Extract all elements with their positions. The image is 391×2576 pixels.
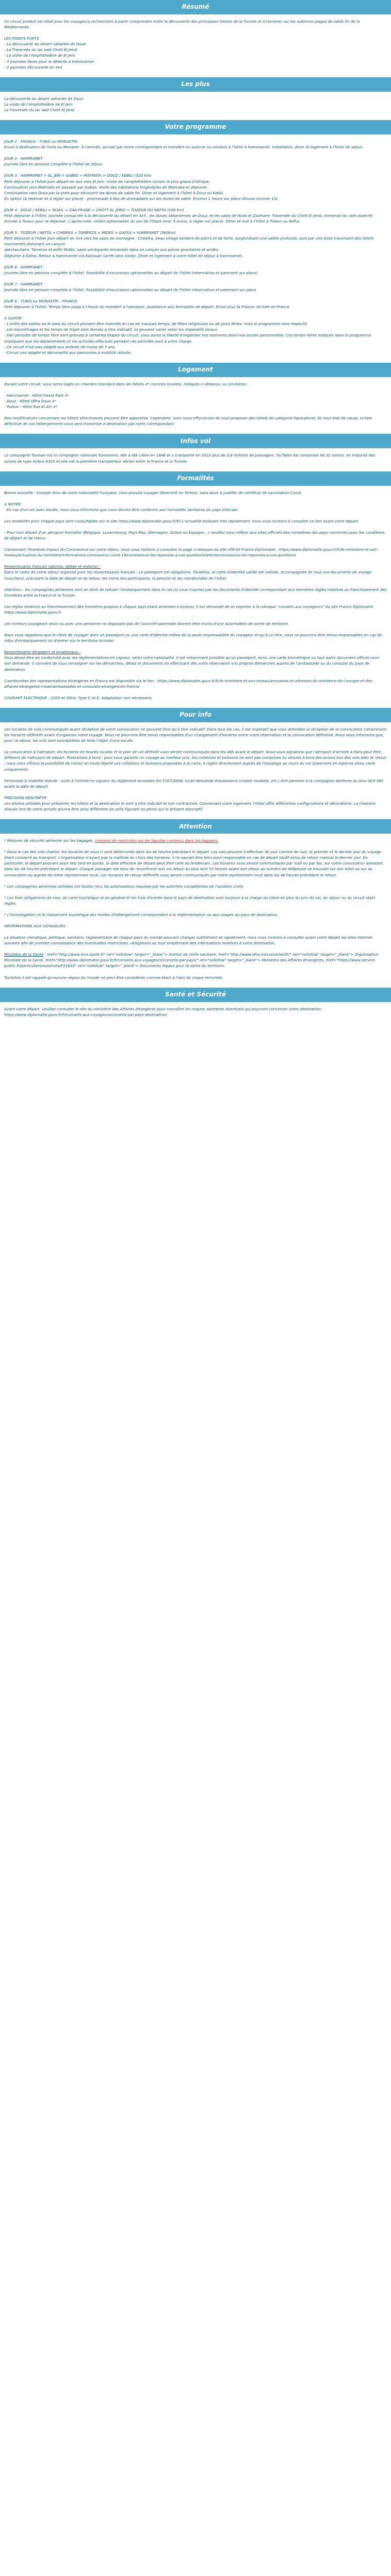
- section-header-plus: [0, 77, 391, 92]
- section-header-sante: [0, 988, 391, 1002]
- section-header-logement: [0, 363, 391, 377]
- pour-info-p2: La convocation à l'aéroport, les horaires en heures locales et le plan de vol définitif vous seront communiqués dans les 48h avant le départ. Nous vous signalons que l'aéroport d'arrivée à Paris peut être différent de l'aéroport de départ. Prestations à bord : pour vous garantir un voyage au meilleur prix, les collations et boissons ne sont pas comprises ou servies à bord des avions lors des vols aller et retour ; nous vous offrons la possibilité de choisir en toute liberté vos collations et boissons proposées à la carte, à régler directement auprès de l'équipage au cours du vol (paiement en espèces et/ou carte uniquement).: [4, 750, 386, 772]
- day-1: [4, 139, 387, 150]
- note-title: A SAVOIR: [4, 316, 22, 321]
- attention-p5: * L'homologation et le classement touristique des modes d'hébergement correspondent à la réglementation ou aux usages du pays de destination.: [4, 912, 279, 917]
- attention-p8: [4, 952, 387, 969]
- note-text: - En cas d'un vol avec escale, nous vous informons que vous devrez être conforme aux formalités sanitaires du pays d'escale.: [4, 507, 239, 512]
- day-title: JOUR 4 : DOUZ / KEBILI > NOAIL > ZAA-FRANE > CHOTT EL JERID > TOZEUR OU NEFTA (150 km): [4, 207, 184, 212]
- logement-outro: Des modifications concernant les hôtels sélectionnés peuvent être apportées. Cependant, nous nous efforcerons de vous proposer des hôtels de catégorie équivalente. En tout état de cause, la liste définitive de vos hébergements vous sera transmise à destination par notre correspondant.: [4, 416, 372, 427]
- liquides-restriction-link[interactable]: mesures de restriction sur les liquides contenus dans les bagages.: [94, 838, 219, 843]
- section-body: [0, 134, 391, 363]
- section-title: Votre programme: [165, 123, 226, 131]
- resume-intro: Ce circuit produit est idéal pour les voyageurs recherchent à partir comprendre entre la découverte des principaux trésors de la Tunisie et à terminer sur les sublimes plages de sable fin de la Méditerranée.: [4, 19, 360, 30]
- formalites-p10: Nous vous rappelons que le choix de voyager avec un passeport ou une carte d'identité relève de la seule responsabilité du voyageur et qu'à ce titre, nous ne pourrons être tenus responsables en cas de refus d'embarquement ou d'entrer sur le territoire tunisien.: [4, 633, 382, 643]
- points-forts: [4, 36, 387, 70]
- section-resume: [0, 0, 391, 77]
- section-pour-info: [0, 708, 391, 819]
- formalites-p7: Attention : les compagnies aériennes sont en droit de refuser l'embarquement dans le cas où vous n'auriez pas les documents d'identité correspondant aux dernières règles relatives au franchissement des frontières entre la France et la Tunisie.: [4, 587, 387, 598]
- formalites-p12: Coordonnées des représentations étrangères en France est disponible via le lien : https://www.diplomatie.gouv.fr/fr/le-ministere-et-son-reseau/annuaires-et-adresses-du-ministere-de-l-europe-et-des-affaires-etrangeres-meae/ambassades-et-consulats-etrangers-en-france/: [4, 678, 373, 689]
- section-title: Logement: [178, 366, 213, 374]
- point-item: - La Traversée du lac salé Chott El Jerid: [4, 47, 77, 53]
- day-text: Continuation vers Douz par la piste pour découvrir les dunes de sable fin. Dîner et logement à l'hôtel à Douz ou Kebili.: [4, 190, 224, 195]
- note-item: - Ce circuit n'est pas adapté aux enfants de moins de 7 ans.: [4, 344, 116, 349]
- pour-info-p3: Personnes à mobilité réduite : suite à l'entrée en vigueur du règlement européen EU 1107/2006, toute demande d'assistance (chaise roulante, etc.) doit parvenir à la compagnie aérienne au plus tard 48h avant la date de départ.: [4, 778, 384, 789]
- formalites-p1: Bonne nouvelle : Compte tenu de votre nationalité française, vous pouvez voyager librement en Tunisie, sans avoir à justifier de certificat de vaccination Covid.: [4, 490, 302, 495]
- section-body: [0, 448, 391, 471]
- a-savoir: [4, 315, 387, 355]
- section-logement: [0, 363, 391, 434]
- section-header-programme: [0, 120, 391, 134]
- section-body: [0, 92, 391, 120]
- day-text: spectaculaire. Tamerza et enfin Mides, oasis verdoyante encaissée dans un canyon aux parois gravitaires et arides.: [4, 247, 219, 252]
- section-body: [0, 834, 391, 988]
- formalites-p5: Concernant l'éventuel impact du Coronavirus sur votre séjour, nous vous invitons à consulter la page ci-dessous du site officiel France Diplomatie : https://www.diplomatie.gouv.fr/fr/le-ministere-et-son-reseau/actualites-du-ministere/informations-coronavirus-covid-19/coronavirus-les-reponses-a-vos-questions/article/coronavirus-les-reponses-a-vos-questions: [4, 547, 378, 558]
- day-title: JOUR 3 : HAMMAMET > EL JEM > GABES > MATMATA > DOUZ / KEBILI (520 km): [4, 173, 152, 178]
- section-title: Formalités: [177, 474, 214, 482]
- section-title: Attention: [179, 822, 212, 830]
- pour-info-precision: [4, 795, 387, 812]
- section-sante-securite: [0, 988, 391, 1025]
- note-item: - Des périodes de temps libre sont prévues à certaines étapes du circuit, vous aurez la liberté d'organiser vos moments selon vos envies personnelles. Ces temps libres indiqués dans le programme impliquent que les déplacements et les activités effectués pendant ces périodes sont à votre charge.: [4, 333, 371, 344]
- note-title: A NOTER: [4, 501, 21, 506]
- section-attention: [0, 819, 391, 988]
- section-title: Résumé: [182, 3, 209, 11]
- day-title: JOUR 5 : TOZEUR / NEFTA > CHEBIKA > TAMERZA > MIDES > GAFSA > HAMMAMET (560km): [4, 230, 176, 235]
- hotel-list: [4, 393, 387, 410]
- hotel-item: - Hammamet : Hôtel Fiesta Park 4*: [4, 393, 69, 398]
- section-title: Les plus: [181, 80, 210, 88]
- day-5: [4, 230, 387, 258]
- section-title: Santé et Sécurité: [165, 991, 226, 998]
- section-body: [0, 722, 391, 819]
- section-header-pour-info: [0, 708, 391, 722]
- day-text: En option (à réserver et à régler sur place) : promenade à dos de dromadaire sur les dunes de sable. Environ 1 heure sur place (Douze environ 1h).: [4, 196, 279, 201]
- section-body: [0, 14, 391, 77]
- section-infos-vol: [0, 434, 391, 471]
- point-item: - 2 journées découverte en 4x4: [4, 64, 62, 70]
- section-body: [0, 1002, 391, 1025]
- day-text: Petit déjeuner à l'hôtel. Temps libre jusqu'à l'heure du transfert à l'aéroport. Assistance aux formalités de départ. Envol pour la France. Arrivée en France.: [4, 304, 291, 310]
- day-text: Petit déjeuner à l'hôtel puis départ en 4x4 vers les oasis de montagne : Chebika, beau village berbère de pierre et de terre, surplombant une vallée profonde, puis par une piste traversant des reliefs tourmentés dominant un canyon: [4, 236, 374, 247]
- formalites-p4: - Pour tout départ d'un aéroport frontalier (Belgique, Luxembourg, Pays-Bas, Allemagne, Suisse ou Espagne...) veuillez vous référer aux sites officiels des ministères des pays concernés pour les conditions de départ et de retour.: [4, 530, 385, 541]
- day-text: Envol à destination de Tunis ou Monastir. À l'arrivée, accueil par notre correspondant et transfert en autocar ou minibus à l'hôtel à Hammamet. Installation, dîner et logement à l'hôtel de séjour.: [4, 145, 364, 150]
- point-item: - La découverte du désert saharien de Douz: [4, 42, 86, 47]
- attention-p3: * Les compagnies aériennes utilisées ont toutes reçu les autorisations requises par les autorités compétentes de l'aviation civile.: [4, 884, 245, 889]
- ministere-sante-link[interactable]: Ministère de la Santé: [4, 952, 44, 957]
- subheading: PRÉCISION DESCRIPTIF: [4, 795, 47, 800]
- section-header-resume: [0, 0, 391, 14]
- attention-p1: [4, 838, 387, 843]
- paragraph: Dans le cadre de votre séjour organisé pour les ressortissants français : Le passeport est obligatoire. Toutefois, la carte d'identité valide est tolérée, accompagnée de tous vos documents de voyage (vouchers), précisant la date de départ et de retour, les noms des participants, la pension et les coordonnées de l'hôtel.: [4, 570, 372, 581]
- section-title: Pour info: [180, 711, 211, 719]
- formalites-etrangers: [4, 649, 387, 672]
- plus-item: La Traversée du lac salé Chott El Jerid: [4, 107, 75, 112]
- day-text: Petit déjeuner à l'hôtel. Journée consacrée à la découverte du désert en 4x4 : les dunes sahariennes de Douz, et les oasis de Noail et Zaafrane. Traversée du Chott El Jerid, immense lac salé asséché. Arrivée à Tozeur pour le déjeuner. L'après-midi, visites optionnelles du zoo de l'Oasis (env. 5 euros, à régler sur place). Dîner et nuit à l'hôtel à Tozeur ou Nefta.: [4, 213, 374, 224]
- hotel-item: - Douz : Hôtel Offra Douz 4*: [4, 399, 56, 404]
- day-title: JOUR 7 : HAMMAMET: [4, 281, 43, 286]
- securite-p1: Avant votre départ, veuillez consulter le site du ministère des Affaires étrangères pour connaître les risques sanitaires éventuels qui pourront concerner votre destination : https://www.diplomatie.gouv.fr/fr/conseils-aux-voyageurs/conseils-par-pays-destination/: [4, 1006, 323, 1017]
- plus-item: La visite de l'Amphithéâtre de El Jem: [4, 101, 73, 107]
- day-4: [4, 207, 387, 224]
- note-item: - Circuit non adapté et déconseillé aux personnes à mobilité réduite.: [4, 350, 132, 355]
- day-6: [4, 264, 387, 276]
- plus-list: [4, 96, 387, 113]
- formalites-ressortissants: [4, 564, 387, 581]
- section-title: Infos vol: [181, 437, 210, 445]
- logement-intro: Durant votre circuit, vous serez logés en chambre standard dans les hôtels 4* (normes locales), indiqués ci-dessous, ou similaires :: [4, 381, 249, 386]
- subheading: Ressortissants français (adultes, bébés et enfants) :: [4, 564, 101, 569]
- day-text: Continuation vers Matmata en passant par Gabes. Visite des habitations troglodytes de Matmata et déjeuner.: [4, 184, 208, 190]
- subheading: Ressortissants étrangers et binationaux :: [4, 650, 81, 655]
- day-text: Déjeuner à Gafsa. Retour à Hammamet via Kairouan (arrêt sans visite). Dîner et logement à votre hôtel de séjour à Hammamet.: [4, 253, 243, 258]
- infos-text: La compagnie Tunisair est la compagnie nationale Tunisienne, elle a été créée en 1948 et a transporté en 2010 plus de 3,8 millions de passagers. Sa flotte est composée de 32 avions, en majorité des avions de type Airbus A320 et elle est la première transporteur aérien entre la France et la Tunisie.: [4, 453, 376, 464]
- formalites-p9: Les mineurs voyageant seuls ou avec une personne ne disposant pas de l'autorité parentale doivent être munis d'une autorisation de sortie de territoire.: [4, 621, 289, 626]
- day-text: Petit déjeuner à l'hôtel puis départ en 4x4 vers El Jem. Visite de l'amphithéâtre romain le plus grand d'Afrique.: [4, 179, 210, 184]
- attention-p4: * Les frais obligatoires de visa, de carte touristique et en général et les frais d'entrée dans le pays de destination sont toujours à la charge du client en plus du prix du vol, du séjour ou du circuit objet réglés.: [4, 895, 376, 906]
- attention-p7: La situation climatique, politique, sanitaire, réglementaire de chaque pays du monde pouvant changer subitement et rapidement, nous vous invitons à consulter avant votre départ les sites Internet suivants afin de prendre connaissance des éventuelles restrictions, obligations ou tout simplement des informations relatives à votre destination.: [4, 935, 372, 946]
- hotel-item: - Tozeur : Hôtel Ras El Aïn 4*: [4, 404, 57, 410]
- formalites-note: [4, 501, 387, 513]
- day-title: JOUR 6 : HAMMAMET: [4, 264, 43, 269]
- note-item: - L'ordre des visites ou le sens du circuit peuvent être inversés en cas de mauvais temps, de fêtes religieuses ou de jours fériés, mais le programme sera respecté.: [4, 321, 308, 327]
- day-title: JOUR 8 : TUNIS ou MONASTIR - FRANCE: [4, 299, 77, 303]
- attention-p1-text: * Mesures de sécurité aérienne sur les bagages,: [4, 838, 95, 843]
- formalites-p8: Les règles relatives au franchissement des frontières propres à chaque pays étant amenées à évoluer, il est demandé de se reporter à la rubrique "conseils aux voyageurs" du site France Diplomatie, https://www.diplomatie.gouv.fr: [4, 604, 374, 615]
- paragraph: Vous devez être en conformité avec les réglementations en vigueur, selon votre nationalité. Il est notamment possible qu'un passeport, et/ou une carte biométrique ou tout autre document officiel vous soit demandé. Il convient de vous renseigner sur les démarches, délais et documents en effectuant dès votre réservation vos propres démarches auprès de l'ambassade ou du consulat du pays de destination.: [4, 655, 379, 672]
- day-title: JOUR 2 : HAMMAMET: [4, 156, 43, 161]
- day-8: [4, 298, 387, 310]
- attention-voyageurs-title: INFORMATIONS AUX VOYAGEURS :: [4, 924, 68, 928]
- section-programme: [0, 120, 391, 363]
- attention-p8-text: : href="http://www.invs.sante.fr" rel="nofollow" target="_blank"> Institut de veille sanitaire, href="http://www.who.int/countries/fr/" rel="nofollow" target="_blank"> Organisation Mondiale de la Santé, href="http://www.diplomatie.gouv.fr/fr/conseils-aux-voyageurs/conseils-par-pays/" rel="nofollow" target="_blank"> Ministère des Affaires Etrangères, href="https://www.service-public.fr/particuliers/vosdroits/F21833" rel="nofollow" target="_blank"> Documents légaux pour la sortie du territoire.: [4, 952, 379, 969]
- attention-p2: * Dans le cas des vols charter, les horaires de vous ci sont déterminés dans les 48 heures précédant le départ. Les vols peuvent s'effectuer de jour comme de nuit, le premier et le dernier jour du voyage étant consacré au transport. L'organisateur n'ayant pas la maîtrise du choix des horaires, il ne saurait être tenu pour responsable en cas de départ tardif et/ou de retour matinal le dernier jour. En particulier, le départ pouvant avoir lieu tard en soirée, la date effective de départ peut être celle du lendemain. Les horaires vous seront communiqués par mail ou par fax, sur votre convocation adressée dans les 48 heures précédant le départ. Chaque passager est tenu de reconfirmer son vol retour au plus tard 72 heures avant son retour au numéro de téléphone se trouvant sur son billet ou sur sa convocation ou auprès de notre représentant local. Les horaires de retour définitifs vous seront communiqués par notre représentant local dans les 48 heures précédant le retour.: [4, 850, 383, 877]
- note-item: - Les kilométrages et les temps de trajet sont donnés à titre indicatif, ils peuvent varier selon les impératifs locaux.: [4, 327, 219, 332]
- point-item: - 3 journées libres pour le détente à Hammamet: [4, 59, 94, 64]
- section-header-infos-vol: [0, 434, 391, 448]
- section-plus: [0, 77, 391, 120]
- plus-item: La découverte du désert saharien de Douz: [4, 96, 84, 101]
- day-text: Journée libre en pension complète à l'hôtel. Possibilité d'excursions optionnelles au départ de l'hôtel (réservation et paiement sur place: [4, 287, 256, 292]
- attention-p9: Toutefois il est rappelé qu'aucune région du monde ne peut être considérée comme étant à l'abri du risque terroriste.: [4, 975, 223, 980]
- points-title: LES POINTS FORTS: [4, 36, 39, 41]
- section-header-attention: [0, 819, 391, 834]
- section-header-formalites: [0, 471, 391, 486]
- day-2: [4, 156, 387, 167]
- section-body: [0, 486, 391, 708]
- day-text: Journée libre en pension complète à l'hôtel. Possibilité d'excursions optionnelles au départ de l'hôtel (réservation et paiement sur place): [4, 270, 258, 275]
- day-text: Journée libre en pension complète à l'hôtel de séjour.: [4, 162, 103, 167]
- section-body: [0, 377, 391, 434]
- day-7: [4, 281, 387, 293]
- point-item: - La visite de l'Amphithéâtre de El Jem: [4, 53, 75, 58]
- section-formalites: [0, 471, 391, 708]
- day-3: [4, 173, 387, 201]
- pour-info-p1: Les horaires de vols communiqués avant réception de votre convocation ne peuvent être qu'à titre indicatif. Dans tous les cas, il est impératif que vous attendiez la réception de la convocation comprenant les horaires définitifs avant d'organiser votre voyage. Nous ne pourrons être tenus responsables d'un changement d'horaires entre votre réservation et la convocation définitive. Nous vous informons que, pour ce séjour, les vols sont susceptibles de faire l'objet d'une escale.: [4, 726, 386, 743]
- formalites-p3: Les modalités pour chaque pays sont consultables sur le site https://www.diplomatie.gouv.fr/fr/ L'actualité évoluant très rapidement, nous vous invitons à consulter ce lien avant votre départ.: [4, 518, 360, 523]
- formalites-p13: COURANT ÉLECTRIQUE : 220V et 50Hz. Type C et E. Adaptateur non nécessaire.: [4, 695, 153, 700]
- day-title: JOUR 1 : FRANCE - TUNIS ou MONASTIR: [4, 139, 77, 144]
- paragraph: Les photos utilisées pour présenter les hôtels et la destination le sont à titre indicatif et non contractuel. Concernant votre logement, l'hôtel offre différentes configurations et décorations. La chambre allouée lors de votre arrivée pourra être ainsi différente de celle figurant en photo sur le présent descriptif.: [4, 801, 376, 811]
